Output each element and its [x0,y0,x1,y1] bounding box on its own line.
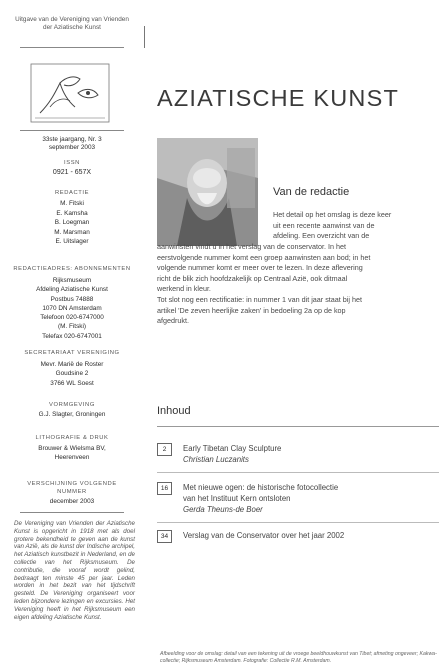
editorial-line: aanwinsten vindt u in het verslag van de conservator. In het [157,242,346,251]
article-title: Early Tibetan Clay Sculpture [183,444,282,453]
editorial-line: afgedrukt. [157,316,189,326]
issue-number: 33ste jaargang, Nr. 3 [42,136,102,143]
address-line: Telefax 020-6747001 [42,332,102,340]
address-label: REDACTIEADRES: ABONNEMENTEN [13,266,131,272]
editorial-line: werkend in kleur. [157,284,211,294]
address-line: Postbus 74888 [50,295,94,303]
cover-credit: Afbeelding voor de omslag: detail van een tekening uit de vroege beeldhouwkunst van Tibet; afmeting ongeveer; Kakwa-collectie; Rijksmuseum Amsterdam. Fotografie: Collectie R.M. Amsterdam. [160,651,437,664]
editor-name: M. Fitski [60,200,84,207]
address-line: Rijksmuseum [52,277,92,284]
issn-label: ISSN [64,160,80,166]
secretary-block [12,360,132,388]
redactie-label: REDACTIE [54,190,90,196]
editorial-line: Tot slot nog een rectificatie: in nummer 1 van dit jaar staat bij het [157,294,362,304]
editorial-body [157,242,437,327]
print-label: LITHOGRAFIE & DRUK [35,435,109,441]
divider [20,512,124,513]
page-number: 2 [157,443,172,456]
editorial-line: eerstvolgende nummer komt een groep aanwinsten aan bod; in het [157,252,371,262]
article-title-line2: van het Instituut Kern ontsloten [183,494,291,503]
editorial-lead [273,210,438,242]
issn-value: 0921 - 657X [52,169,92,176]
article-author: Christian Luczanits [183,455,249,464]
item-text [183,482,338,515]
secretary-line: 3766 WL Soest [50,379,94,387]
next-issue-label: VERSCHIJNING VOLGENDE NUMMER [27,481,117,495]
address-line: 1070 DN Amsterdam [42,304,102,312]
editorial-line: richt de blik zich hoofdzakelijk op Centraal Azië, ook ditmaal [157,273,348,283]
design-value: G.J. Slagter, Groningen [38,411,106,418]
editor-name: E. Uitslager [55,238,89,245]
item-text [183,530,344,541]
cover-detail-photo [157,138,258,246]
editorial-heading: Van de redactie [273,186,350,198]
secretary-line: Goudsine 2 [55,370,89,378]
society-logo [30,63,110,123]
editor-name: M. Marsman [54,228,90,236]
divider [144,26,145,48]
editorial-line: artikel 'De zeven heerlijke zaken' in bedoeling 2a op de kop [157,305,346,315]
issue-date: september 2003 [48,144,96,151]
redactie-list [12,199,132,247]
magazine-title: AZIATISCHE KUNST [157,85,400,111]
divider [157,426,439,427]
print-line: Heerenveen [54,454,90,462]
divider [20,47,124,48]
next-issue-date: december 2003 [49,498,95,505]
divider [20,130,124,131]
address-line: (M. Fitski) [57,323,87,331]
secretary-line: Mevr. Marië de Roster [40,361,104,368]
item-text [183,443,281,465]
design-label: VORMGEVING [49,402,95,408]
editor-name: E. Kamsha [56,209,88,217]
publisher-text: Uitgave van de Vereniging van Vrienden der Aziatische Kunst [15,16,129,31]
article-title: Verslag van de Conservator over het jaar 2002 [183,531,345,540]
society-description: De Vereniging van Vrienden der Aziatische Kunst is opgericht in 1918 met als doel grotere bekendheid te geven aan de kunst van Azië, als de kunst der Indische archipel, het Aziatisch kunstbezit in Nederland, en de collectie van het Rijksmuseum. De contributie, die vooraf wordt gelind, bedraagt ten minste 45 per jaar. Leden worden in het bezit van het tijdschrift gesteld. De Vereniging organiseert voor leden bijzondere lezingen en excursies. Het Vereniging heeft in het Rijksmuseum een eigen afdeling Aziatische Kunst. [14,520,135,621]
editorial-line: afdeling. Een overzicht van de [273,231,370,241]
address-line: Telefoon 020-6747000 [40,314,104,322]
editorial-line: volgende nummer komt er meer over te lezen. In deze aflevering [157,263,363,273]
masthead-sidebar [0,0,145,670]
print-line: Brouwer & Wielsma BV, [38,445,106,452]
contents-heading: Inhoud [157,405,191,417]
article-author: Gerda Theuns-de Boer [183,505,263,514]
editorial-line: Het detail op het omslag is deze keer [273,210,392,219]
article-title: Met nieuwe ogen: de historische fotocollectie [183,483,339,492]
secretary-label: SECRETARIAAT VERENIGING [24,350,120,356]
address-line: Afdeling Aziatische Kunst [36,286,108,294]
editor-name: B. Loegman [54,219,90,226]
editorial-line: uit een recente aanwinst van de [273,220,375,230]
divider [157,472,439,473]
divider [157,522,439,523]
print-block [12,444,132,463]
page-number: 16 [157,482,172,495]
page-number: 34 [157,530,172,543]
address-block [12,276,132,341]
